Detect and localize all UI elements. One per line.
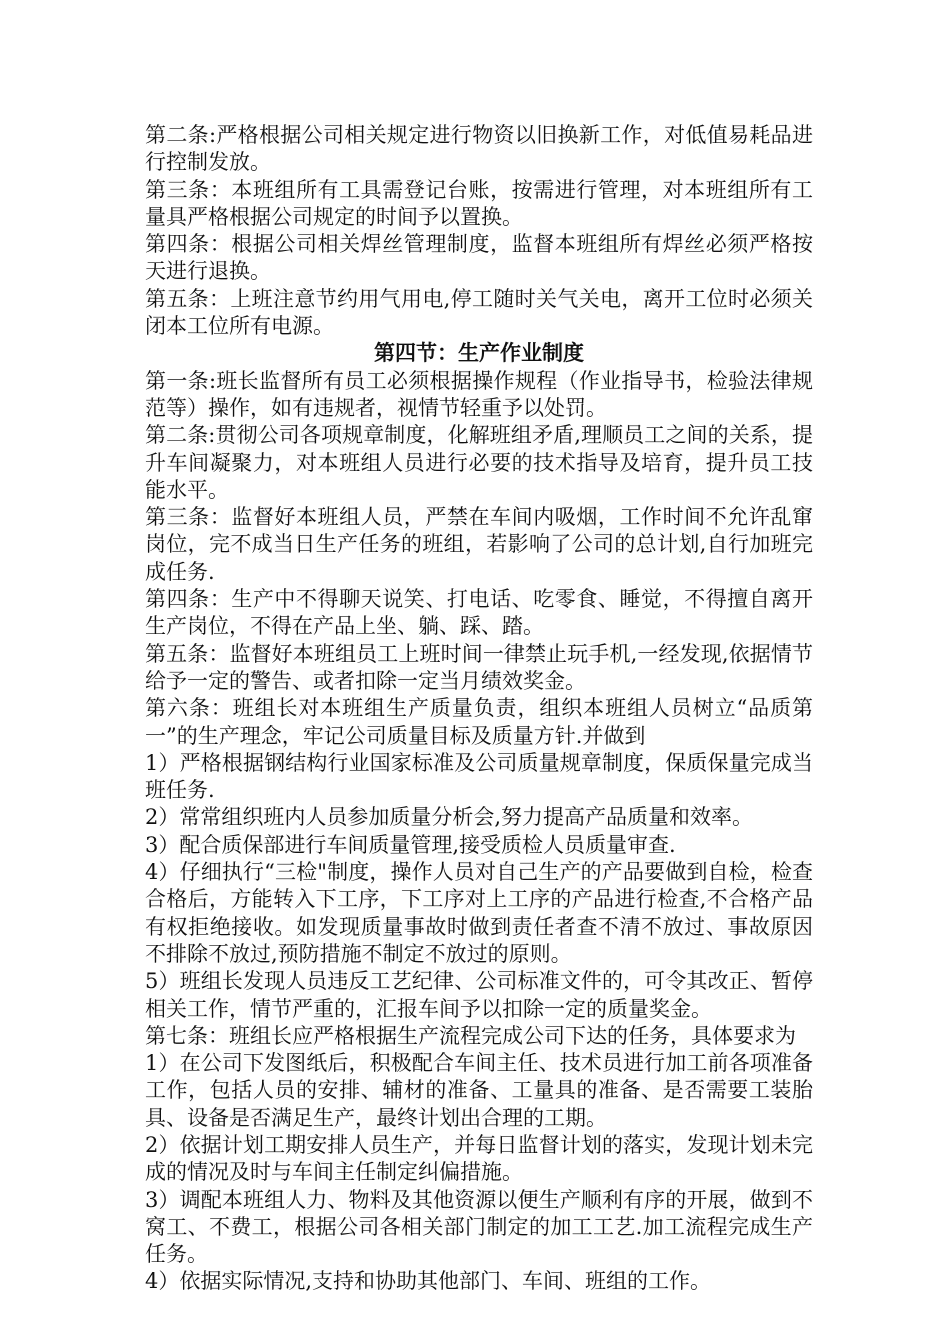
article-7-item-4: 4）依据实际情况,支持和协助其他部门、车间、班组的工作。	[145, 1269, 712, 1294]
article-7-item-1: 1）在公司下发图纸后，积极配合车间主任、技术员进行加工前各项准备工作，包括人员的安排、辅材的准备、工量具的准备、是否需要工装胎具、设备是否满足生产，最终计划出合理的工期。	[145, 1051, 813, 1130]
article-3-tools: 第三条：本班组所有工具需登记台账，按需进行管理，对本班组所有工量具严格根据公司规定的时间予以置换。	[145, 177, 813, 229]
article-4-welding-wire: 第四条：根据公司相关焊丝管理制度，监督本班组所有焊丝必须严格按天进行退换。	[145, 232, 813, 284]
section-article-6: 第六条：班组长对本班组生产质量负责，组织本班组人员树立“品质第一”的生产理念，牢记公司质量目标及质量方针.并做到	[145, 696, 813, 748]
document-page	[145, 122, 813, 1296]
article-6-item-3: 3）配合质保部进行车间质量管理,接受质检人员质量审查.	[145, 832, 676, 857]
section-article-5: 第五条：监督好本班组员工上班时间一律禁止玩手机,一经发现,依据情节给予一定的警告、或者扣除一定当月绩效奖金。	[145, 641, 813, 693]
article-2-materials: 第二条:严格根据公司相关规定进行物资以旧换新工作，对低值易耗品进行控制发放。	[145, 123, 813, 175]
section-title: 第四节：生产作业制度	[374, 341, 584, 366]
section-article-4: 第四条：生产中不得聊天说笑、打电话、吃零食、睡觉，不得擅自离开生产岗位，不得在产品上坐、躺、踩、踏。	[145, 587, 813, 639]
article-6-item-1: 1）严格根据钢结构行业国家标准及公司质量规章制度，保质保量完成当班任务.	[145, 750, 813, 803]
section-article-3: 第三条：监督好本班组人员，严禁在车间内吸烟，工作时间不允许乱窜岗位，完不成当日生产任务的班组，若影响了公司的总计划,自行加班完成任务.	[145, 505, 813, 584]
article-6-item-5: 5）班组长发现人员违反工艺纪律、公司标准文件的，可令其改正、暂停相关工作，情节严重的，汇报车间予以扣除一定的质量奖金。	[145, 969, 813, 1021]
article-5-energy: 第五条：上班注意节约用气用电,停工随时关气关电，离开工位时必须关闭本工位所有电源。	[145, 286, 813, 339]
section-article-1: 第一条:班长监督所有员工必须根据操作规程（作业指导书，检验法律规范等）操作，如有违规者，视情节轻重予以处罚。	[145, 368, 813, 420]
article-6-item-4: 4）仔细执行“三检"制度，操作人员对自己生产的产品要做到自检，检查合格后，方能转入下工序，下工序对上工序的产品进行检查,不合格产品有权拒绝接收。如发现质量事故时做到责任者查不清不放过、事故原因不排除不放过,预防措施不制定不放过的原则。	[145, 860, 813, 966]
article-6-item-2: 2）常常组织班内人员参加质量分析会,努力提高产品质量和效率。	[145, 805, 754, 830]
section-article-2: 第二条:贯彻公司各项规章制度，化解班组矛盾,理顺员工之间的关系，提升车间凝聚力，对本班组人员进行必要的技术指导及培育，提升员工技能水平。	[145, 423, 813, 502]
article-7-item-3: 3）调配本班组人力、物料及其他资源以便生产顺利有序的开展，做到不窝工、不费工，根据公司各相关部门制定的加工工艺.加工流程完成生产任务。	[145, 1187, 813, 1267]
article-7-item-2: 2）依据计划工期安排人员生产，并每日监督计划的落实，发现计划未完成的情况及时与车间主任制定纠偏措施。	[145, 1132, 813, 1185]
section-article-7: 第七条：班组长应严格根据生产流程完成公司下达的任务，具体要求为	[145, 1023, 796, 1048]
